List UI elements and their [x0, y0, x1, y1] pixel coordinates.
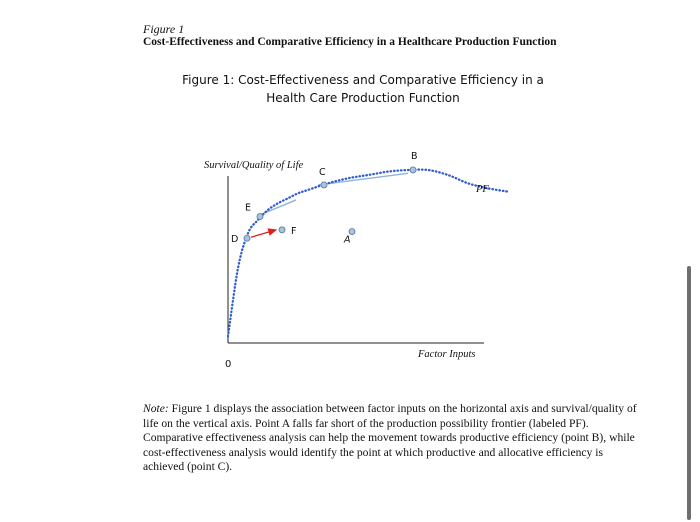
- point-c: [321, 182, 327, 188]
- note-text: Figure 1 displays the association between factor inputs on the horizontal axis and survival/quality of life on the vertical axis. Point A falls far short of the production possibility frontier (labeled PF). Comparative effectiveness analysis can help the movement towards productive efficiency (point B), while cost-effectiveness analysis would identify the point at which productive and allocative efficiency is achieved (point C).: [143, 402, 637, 474]
- pf-curve-label: PF: [476, 184, 489, 195]
- chart-title-line-2: Health Care Production Function: [266, 91, 460, 105]
- point-label-a: A: [344, 234, 351, 246]
- x-axis-label: Factor Inputs: [418, 349, 476, 360]
- note-label: Note:: [143, 402, 169, 415]
- point-label-b: B: [411, 150, 418, 162]
- page-scrollbar[interactable]: [687, 266, 691, 520]
- figure-note: [143, 402, 643, 475]
- point-label-e: E: [245, 202, 252, 214]
- chart-title-line-1: Figure 1: Cost-Effectiveness and Comparative Efficiency in a: [182, 73, 544, 87]
- point-label-d: D: [231, 234, 239, 246]
- origin-label: 0: [225, 359, 232, 370]
- figure-title: Cost-Effectiveness and Comparative Efficiency in a Healthcare Production Function: [143, 36, 557, 48]
- pf-curve-series: [228, 170, 508, 337]
- point-b: [410, 167, 416, 173]
- point-d: [244, 235, 250, 241]
- point-f: [279, 227, 285, 233]
- y-axis-label: Survival/Quality of Life: [204, 160, 304, 171]
- point-label-c: C: [319, 166, 326, 178]
- point-e: [257, 214, 263, 220]
- d-to-f-arrow: [251, 230, 276, 237]
- figure-label: Figure 1: [143, 22, 185, 36]
- point-label-f: F: [291, 225, 297, 237]
